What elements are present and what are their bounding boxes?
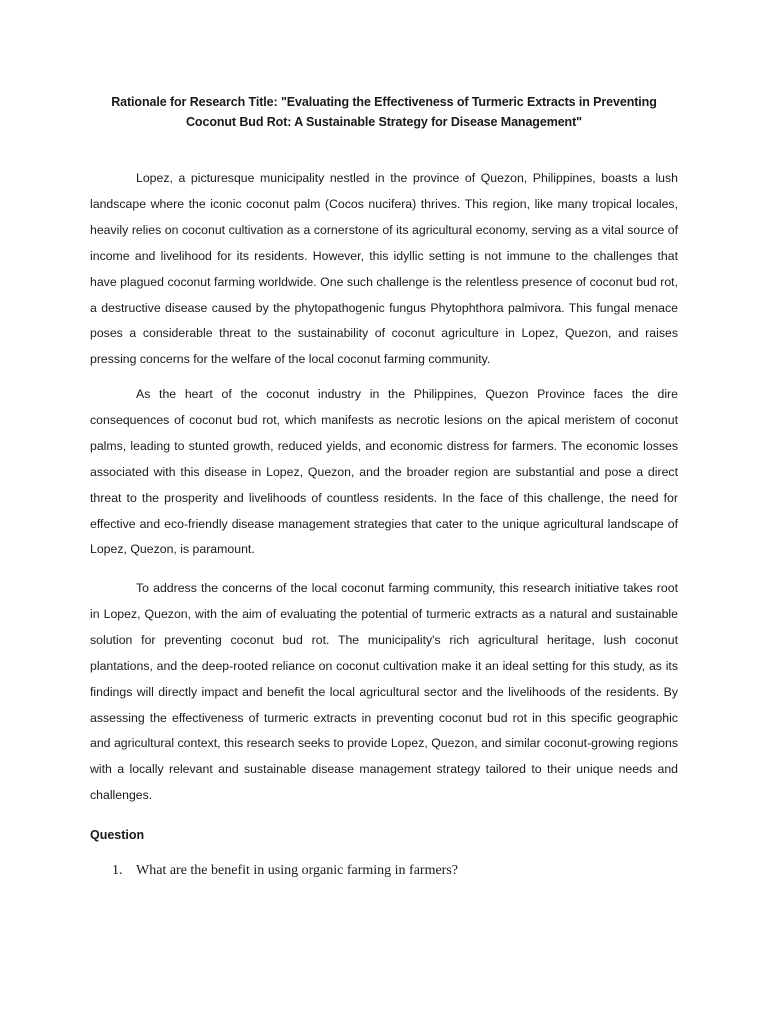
document-title: Rationale for Research Title: "Evaluating the Effectiveness of Turmeric Extracts in Preventing Coconut Bud Rot: A Sustainable Strategy for Disease Management" (111, 95, 657, 129)
question-list (112, 860, 458, 882)
question-text: What are the benefit in using organic farming in farmers? (136, 863, 459, 878)
question-number: 1. (112, 863, 123, 878)
question-item (112, 860, 458, 882)
paragraph-1: Lopez, a picturesque municipality nestled in the province of Quezon, Philippines, boasts a lush landscape where the iconic coconut palm (Cocos nucifera) thrives. This region, like many tropical locales, heavily relies on coconut cultivation as a cornerstone of its agricultural economy, serving as a vital source of income and livelihood for its residents. However, this idyllic setting is not immune to the challenges that have plagued coconut farming worldwide. One such challenge is the relentless presence of coconut bud rot, a destructive disease caused by the phytopathogenic fungus Phytophthora palmivora. This fungal menace poses a considerable threat to the sustainability of coconut agriculture in Lopez, Quezon, and raises pressing concerns for the welfare of the local coconut farming community. (90, 171, 678, 367)
paragraph-3: To address the concerns of the local coconut farming community, this research initiative takes root in Lopez, Quezon, with the aim of evaluating the potential of turmeric extracts as a natural and sustainable solution for preventing coconut bud rot. The municipality's rich agricultural heritage, lush coconut plantations, and the deep-rooted reliance on coconut cultivation make it an ideal setting for this study, as its findings will directly impact and benefit the local agricultural sector and the livelihoods of the residents. By assessing the effectiveness of turmeric extracts in preventing coconut bud rot in this specific geographic and agricultural context, this research seeks to provide Lopez, Quezon, and similar coconut-growing regions with a locally relevant and sustainable disease management strategy tailored to their unique needs and challenges. (90, 581, 678, 803)
question-heading: Question (90, 828, 145, 842)
paragraph-2: As the heart of the coconut industry in the Philippines, Quezon Province faces the dire consequences of coconut bud rot, which manifests as necrotic lesions on the apical meristem of coconut palms, leading to stunted growth, reduced yields, and economic distress for farmers. The economic losses associated with this disease in Lopez, Quezon, and the broader region are substantial and pose a direct threat to the prosperity and livelihoods of countless residents. In the face of this challenge, the need for effective and eco-friendly disease management strategies that cater to the unique agricultural landscape of Lopez, Quezon, is paramount. (90, 387, 678, 557)
